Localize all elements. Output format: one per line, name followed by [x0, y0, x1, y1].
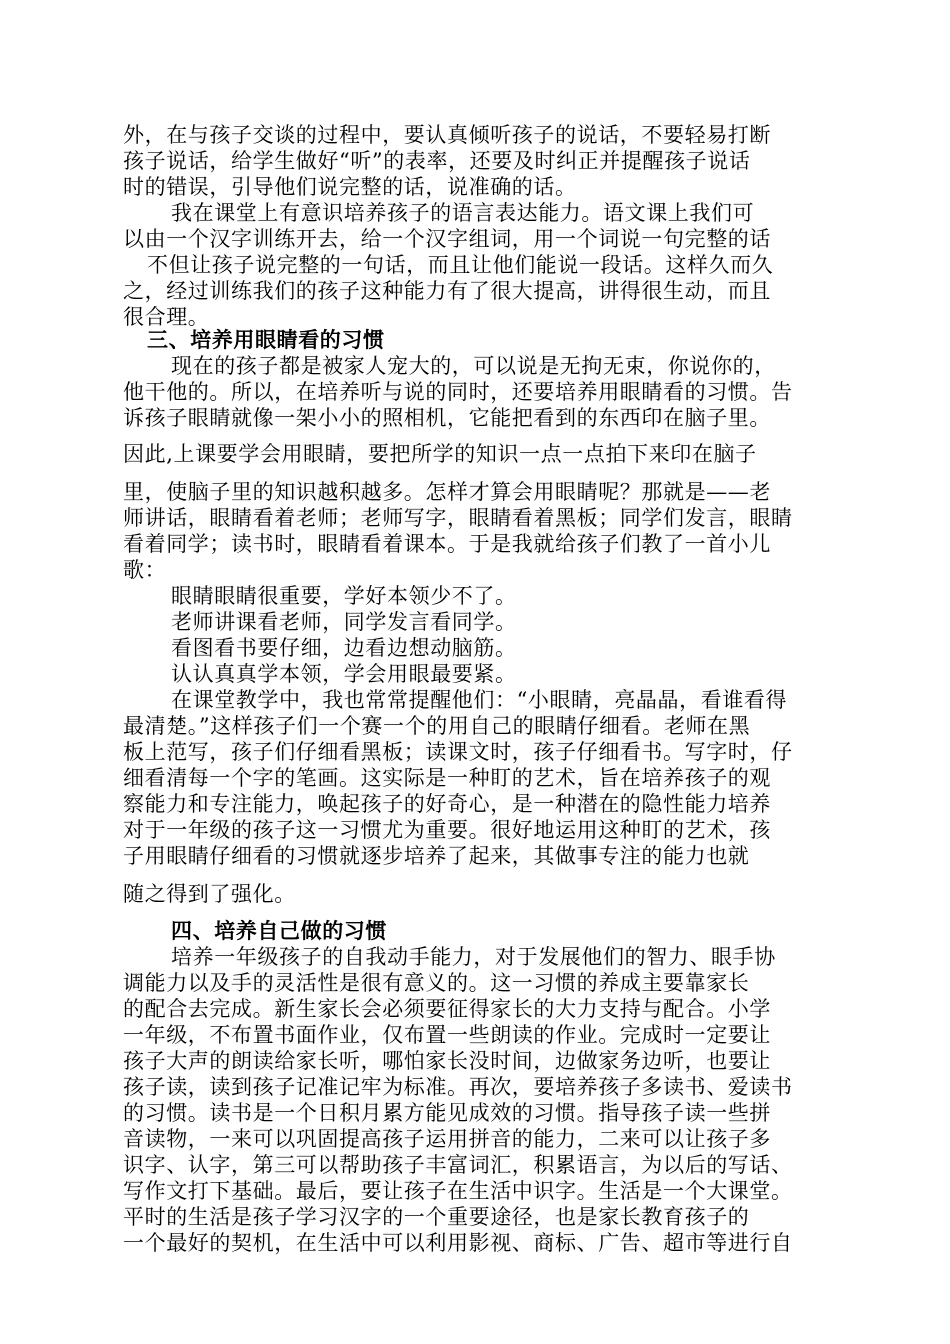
text-line: 孩子大声的朗读给家长听，哪怕家长没时间，边做家务边听，也要让 [123, 1049, 771, 1073]
text-line: 的习惯。读书是一个日积月累方能见成效的习惯。指导孩子读一些拼 [123, 1101, 771, 1125]
text-line: 板上范写，孩子们仔细看黑板；读课文时，孩子仔细看书。写字时，仔 [123, 740, 793, 764]
text-line: 对于一年级的孩子这一习惯尤为重要。很好地运用这种盯的艺术，孩 [123, 818, 771, 842]
text-line: 音读物，一来可以巩固提高孩子运用拼音的能力，二来可以让孩子多 [123, 1127, 771, 1151]
section-heading: 三、培养用眼睛看的习惯 [147, 328, 385, 352]
text-line: 调能力以及手的灵活性是很有意义的。这一习惯的养成主要靠家长 [123, 971, 750, 995]
text-line: 里，使脑子里的知识越积越多。怎样才算会用眼睛呢？那就是——老 [123, 480, 771, 504]
text-line: 最清楚。”这样孩子们一个赛一个的用自己的眼睛仔细看。老师在黑 [123, 714, 751, 738]
text-line: 外，在与孩子交谈的过程中，要认真倾听孩子的说话，不要轻易打断 [123, 123, 771, 147]
poem-line: 眼睛眼睛很重要，学好本领少不了。 [171, 584, 517, 608]
paragraph-start-line: 培养一年级孩子的自我动手能力，对于发展他们的智力、眼手协 [171, 945, 776, 969]
text-line: 子用眼睛仔细看的习惯就逐步培养了起来，其做事专注的能力也就 [123, 844, 750, 868]
paragraph-start-line: 我在课堂上有意识培养孩子的语言表达能力。语文课上我们可 [171, 201, 755, 225]
text-line: 孩子读，读到孩子记准记牢为标准。再次，要培养孩子多读书、爱读书 [123, 1075, 793, 1099]
paragraph-start-line: 现在的孩子都是被家人宠大的，可以说是无拘无束，你说你的， [171, 354, 776, 378]
text-line: 很合理。 [123, 305, 210, 329]
text-line: 细看清每一个字的笔画。这实际是一种盯的艺术，旨在培养孩子的观 [123, 766, 771, 790]
text-line: 诉孩子眼睛就像一架小小的照相机，它能把看到的东西印在脑子里。 [123, 406, 771, 430]
text-line: 歌： [123, 558, 167, 582]
text-line: 一个最好的契机，在生活中可以利用影视、商标、广告、超市等进行自 [123, 1231, 793, 1255]
text-line: 时的错误，引导他们说完整的话，说准确的话。 [123, 175, 577, 199]
text-line: 随之得到了强化。 [123, 882, 296, 906]
text-line: 孩子说话，给学生做好“听”的表率，还要及时纠正并提醒孩子说话 [123, 149, 751, 173]
poem-line: 老师讲课看老师，同学发言看同学。 [171, 610, 517, 634]
text-line: 写作文打下基础。最后，要让孩子在生活中识字。生活是一个大课堂。 [123, 1179, 793, 1203]
text-line: 以由一个汉字训练开去，给一个汉字组词，用一个词说一句完整的话 [123, 227, 771, 251]
text-line: 不但让孩子说完整的一句话，而且让他们能说一段话。这样久而久 [147, 253, 774, 277]
text-line: 看着同学；读书时，眼睛看着课本。于是我就给孩子们教了一首小儿 [123, 532, 771, 556]
text-line: 师讲话，眼睛看着老师；老师写字，眼睛看着黑板；同学们发言，眼睛 [123, 506, 793, 530]
text-line: 因此,上课要学会用眼睛，要把所学的知识一点一点拍下来印在脑子 [123, 442, 757, 466]
text-line: 一年级，不布置书面作业，仅布置一些朗读的作业。完成时一定要让 [123, 1023, 771, 1047]
text-line: 察能力和专注能力，唤起孩子的好奇心，是一种潜在的隐性能力培养 [123, 792, 771, 816]
poem-line: 看图看书要仔细，边看边想动脑筋。 [171, 636, 517, 660]
text-line: 之，经过训练我们的孩子这种能力有了很大提高，讲得很生动，而且 [123, 279, 771, 303]
text-line: 他干他的。所以，在培养听与说的同时，还要培养用眼睛看的习惯。告 [123, 380, 793, 404]
text-line: 平时的生活是孩子学习汉字的一个重要途径，也是家长教育孩子的 [123, 1205, 750, 1229]
paragraph-start-line: 在课堂教学中，我也常常提醒他们：“小眼睛，亮晶晶，看谁看得 [171, 688, 788, 712]
poem-line: 认认真真学本领，学会用眼最要紧。 [171, 662, 517, 686]
text-line: 识字、认字，第三可以帮助孩子丰富词汇，积累语言，为以后的写话、 [123, 1153, 793, 1177]
text-line: 的配合去完成。新生家长会必须要征得家长的大力支持与配合。小学 [123, 997, 771, 1021]
section-heading: 四、培养自己做的习惯 [171, 919, 387, 943]
